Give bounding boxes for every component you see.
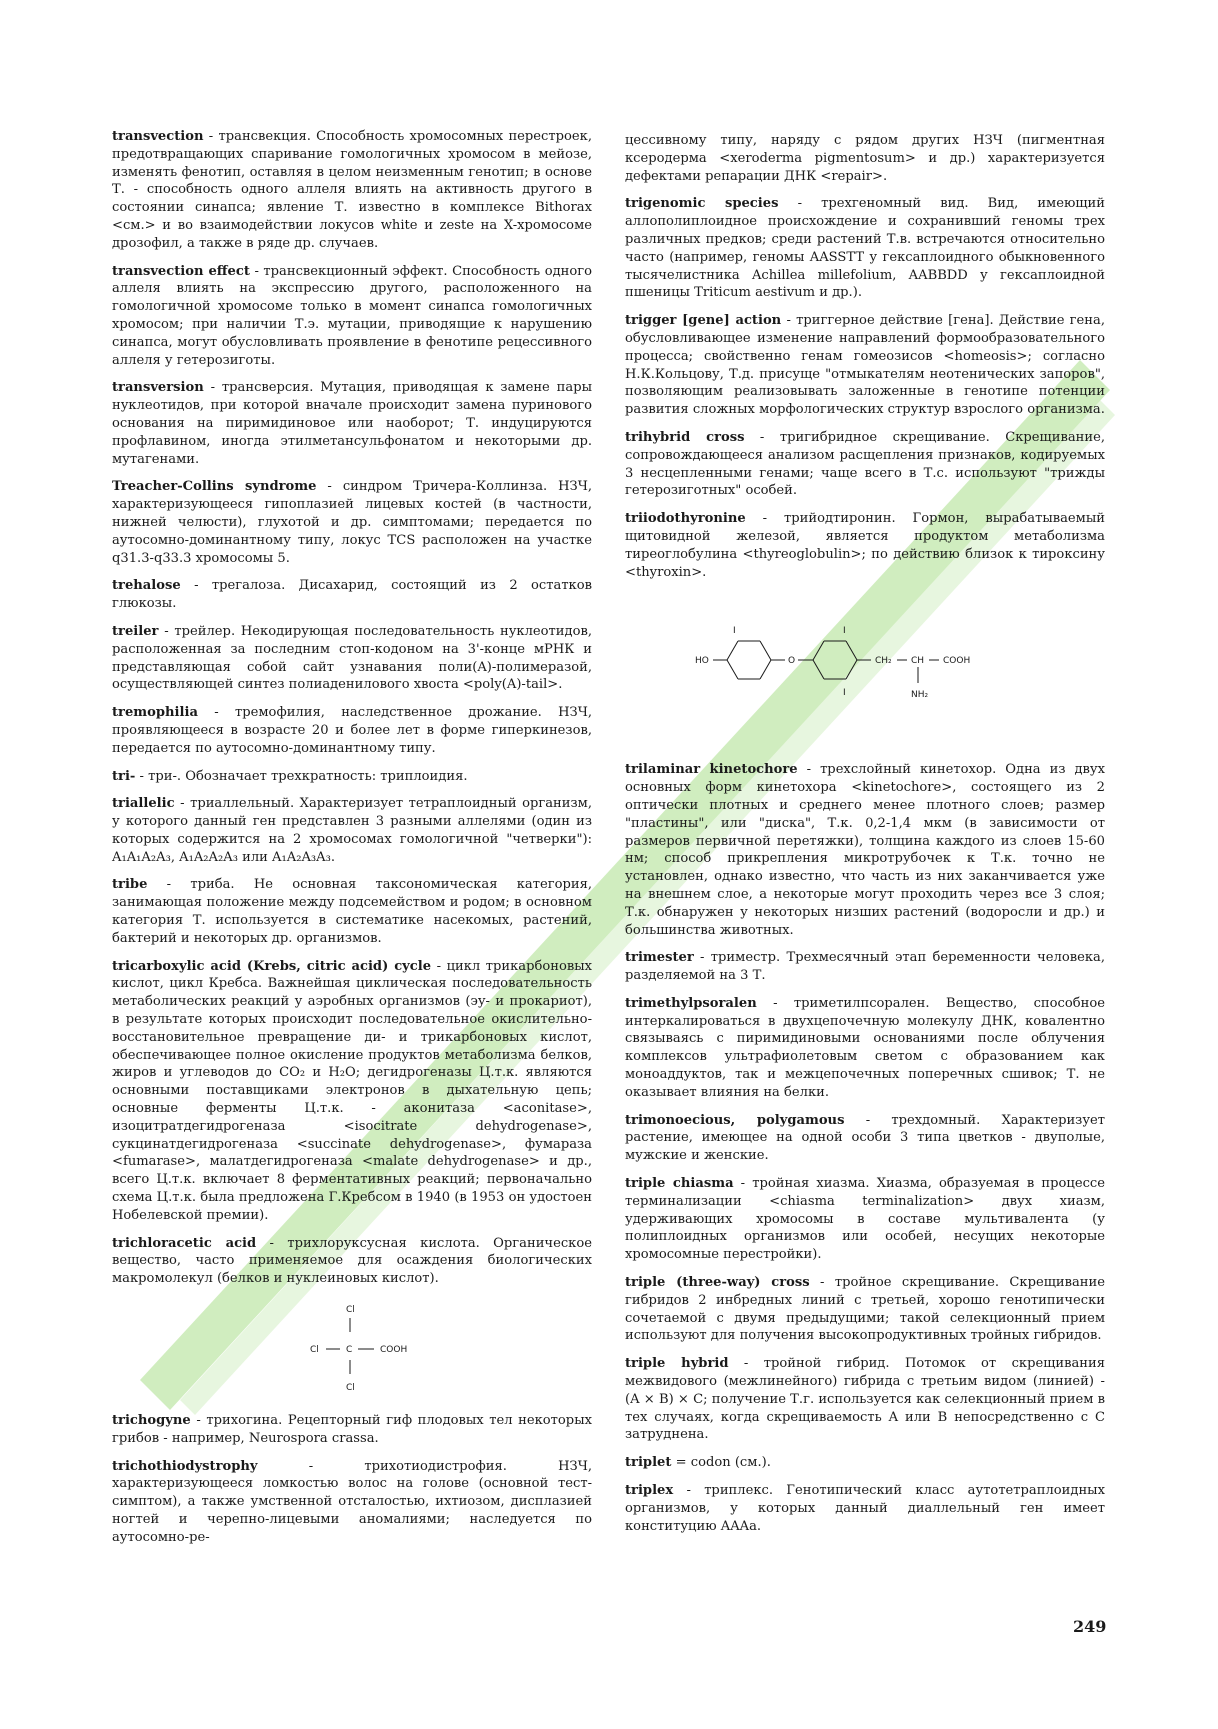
entry-translation: тремофилия, xyxy=(235,705,325,721)
entry-separator: - xyxy=(190,1413,207,1429)
entry-term: trigenomic species xyxy=(625,196,779,212)
entry-term: trimester xyxy=(625,950,694,966)
entry-term: treiler xyxy=(112,623,159,639)
entry-separator: - xyxy=(174,796,191,812)
entry-definition: Генотипический класс аутотетраплоидных организмов, у которых данный диаллельный ген имеет конституцию AAAa. xyxy=(625,1483,1105,1534)
entry-term: transversion xyxy=(112,380,204,396)
entry-translation: тригибридное скрещивание. xyxy=(779,429,990,445)
entry-translation: триместр. xyxy=(710,950,781,966)
dictionary-entry xyxy=(625,1112,1105,1165)
entry-separator: - xyxy=(203,129,219,144)
entry-definition: Действие гена, обусловливающее изменение направлений формообразовательного процесса; свойственно генам гомеозисов <homeosis>; согласно Н.К.Кольцову, Т.д. присуще "отмыкателям неотенических запоров", позволяющим реализовывать заложенные в генотипе потенции развития сложных морфологических структур взрослого организма. xyxy=(625,313,1105,418)
entry-definition: Вещество, способное интеркалироваться в двухцепочечную молекулу ДНК, ковалентно связываясь с пиримидиновыми основаниями после облучения комплексов ультрафиолетовым светом с образованием как моноаддуктов, так и межцепочечных поперечных сшивок; Т. не оказывает влияния на белки. xyxy=(625,995,1106,1100)
entry-definition: Характеризует растение, имеющее на одной особи 3 типа цветков - двуполые, мужские и женские. xyxy=(625,1112,1106,1164)
ring-bond xyxy=(846,660,857,679)
entry-term: trimonoecious, polygamous xyxy=(625,1112,845,1128)
entry-definition: Мутация, приводящая к замене пары нуклеотидов, при которой вначале происходит замена пуринового основания на пиримидиновое или наоборот; Т. индуцируются профлавином, иногда этилметансульфонатом и некоторыми др. мутагенами. xyxy=(112,380,592,467)
entry-translation: трихогина. xyxy=(206,1413,283,1429)
entry-separator: - xyxy=(135,768,149,784)
entry-definition: цессивному типу, наряду с рядом других НЗЧ (пигментная ксеродерма <xeroderma pigmentosum> и др.) характеризуется дефектами репарации ДНК <repair>. xyxy=(625,133,1105,184)
dictionary-entry xyxy=(625,510,1105,581)
carboxyl-label: COOH xyxy=(380,1345,408,1356)
entry-definition: (см.). xyxy=(730,1455,771,1471)
dictionary-entry xyxy=(625,312,1105,419)
entry-translation: триметилпсорален. xyxy=(793,995,930,1011)
methylene-label: CH₂ xyxy=(875,656,892,667)
entry-translation: трегалоза. xyxy=(211,578,286,594)
trichloracetic-acid-formula xyxy=(112,1298,592,1398)
entry-separator: - xyxy=(728,1356,764,1372)
entry-separator: - xyxy=(778,196,822,212)
entry-separator: = xyxy=(671,1455,691,1471)
right-column xyxy=(625,132,1105,1545)
entry-term: tribe xyxy=(112,877,148,893)
entry-definition: Дисахарид, состоящий из 2 остатков глюкозы. xyxy=(112,578,592,612)
entry-definition: Скрещивание, сопровождающееся анализом расщепления признаков, кодируемых 3 несцепленными генами; чаще всего в Т.с. используют "трижды гетерозиготных" особей. xyxy=(625,429,1105,499)
chlorine-label: Cl xyxy=(346,1383,355,1394)
entry-term: trimethylpsoralen xyxy=(625,995,757,1011)
entry-term: triple (three-way) cross xyxy=(625,1275,810,1291)
entry-translation: три-. xyxy=(148,768,182,784)
entry-translation: тройная хиазма. xyxy=(752,1176,870,1192)
entry-translation: codon xyxy=(690,1455,731,1471)
entry-definition: Гормон, вырабатываемый щитовидной железой, является продуктом метаболизма тиреоглобулина <thyreoglobulin>; по действию близок к тироксину <thyroxin>. xyxy=(625,511,1105,580)
entry-separator: - xyxy=(781,313,797,329)
dictionary-entry xyxy=(112,958,592,1225)
entry-definition: Не основная таксономическая категория, занимающая положение между подсемейством и родом; в основном категория Т. используется в систематике насекомых, растений, бактерий и некоторых др. организмов. xyxy=(112,877,593,946)
entry-translation: триба. xyxy=(190,877,235,893)
dictionary-entry xyxy=(625,949,1105,985)
entry-term: tricarboxylic acid (Krebs, citric acid) cycle xyxy=(112,958,432,974)
entry-separator: - xyxy=(180,578,212,594)
dictionary-entry xyxy=(112,128,592,253)
entry-translation: трийодтиронин. xyxy=(784,511,896,527)
dictionary-entry xyxy=(625,1175,1105,1264)
trichloracetic-acid-structure xyxy=(252,1298,452,1398)
entry-term: trichogyne xyxy=(112,1413,191,1429)
dictionary-entry xyxy=(625,761,1105,939)
entry-term: triplex xyxy=(625,1483,674,1499)
entry-term: trigger [gene] action xyxy=(625,313,782,329)
entry-term: triiodothyronine xyxy=(625,511,746,527)
ring-bond xyxy=(760,641,771,660)
amino-label: NH₂ xyxy=(911,690,929,701)
hydroxyl-label: HO xyxy=(695,656,709,667)
entry-definition: Обозначает трехкратность: триплоидия. xyxy=(181,768,468,784)
ring-bond xyxy=(846,641,857,660)
ring-bond xyxy=(727,660,738,679)
entry-translation: цикл трикарбоновых кислот, цикл Кребса. xyxy=(112,958,593,992)
entry-translation: триплекс. xyxy=(704,1483,774,1499)
entry-separator: - xyxy=(844,1112,892,1128)
entry-definition: Трехмесячный этап беременности человека, разделяемой на 3 Т. xyxy=(625,950,1105,984)
entry-definition: Важнейшая циклическая последовательность метаболических реакций у аэробных организмов (эу- и прокариот), в результате которых происходит последовательное окислительно-восстановительное превращение ди- и трикарбоновых кислот, обеспечивающее полное окисление продуктов метаболизма белков, жиров и углеводов до CO₂ и H₂O; дегидрогеназы Ц.т.к. являются основными поставщиками электронов в дыхательную цепь; основные ферменты Ц.т.к. - аконитаза <aconitase>, изоцитратдегидрогеназа <isocitrate dehydrogenase>, сукцинатдегидрогеназа <succinate dehydrogenase>, фумараза <fumarase>, малатдегидрогеназа <malate dehydrogenase> и др., всего Ц.т.к. включает 8 ферментативных реакций; первоначально схема Ц.т.к. была предложена Г.Кребсом в 1940 (в 1953 он удостоен Нобелевской премии). xyxy=(112,976,593,1223)
entry-translation: трансвекционный эффект. xyxy=(263,263,448,279)
triiodothyronine-formula xyxy=(625,621,1105,711)
entry-term: trehalose xyxy=(112,578,181,594)
entry-translation: трехслойный кинетохор. xyxy=(820,762,997,778)
entry-translation: триггерное действие [гена]. xyxy=(796,313,994,329)
entry-separator: - xyxy=(733,1176,753,1192)
dictionary-entry xyxy=(112,263,592,370)
dictionary-entry xyxy=(625,1274,1105,1345)
carbon-label: C xyxy=(346,1345,353,1356)
entry-definition: Вид, имеющий аллополиплоидное происхождение и сохранивший геномы трех различных предков; среди растений Т.в. встречаются относительно часто (например, геномы AASSTT у гексаплоидного обыкновенного тысячелистника Achillea millefolium, AABBDD у гексаплоидной пшеницы Triticum aestivum и др.). xyxy=(625,196,1106,301)
chlorine-label: Cl xyxy=(346,1305,355,1316)
dictionary-entry xyxy=(112,623,592,694)
entry-translation: трансверсия. xyxy=(221,380,314,396)
left-column xyxy=(112,128,592,1557)
entry-translation: трихлоруксусная кислота. xyxy=(287,1235,480,1251)
entry-definition: Хиазма, образуемая в процессе терминализации <chiasma terminalization> двух хиазм, удерживающих хромосомы в составе мультивалента (у полиплоидных организмов или особей, несущих некоторые хромосомные перестройки). xyxy=(625,1176,1105,1263)
iodine-label: I xyxy=(733,626,736,637)
dictionary-entry xyxy=(625,195,1105,302)
entry-separator: - xyxy=(797,762,821,778)
entry-separator: - xyxy=(158,623,175,639)
entry-term: triple chiasma xyxy=(625,1176,734,1192)
entry-definition: Органическое вещество, часто применяемое для осаждения биологических макромолекул (белков и нуклеиновых кислот). xyxy=(112,1235,592,1287)
entry-separator: - xyxy=(745,511,784,527)
entry-translation: тройное скрещивание. xyxy=(834,1275,999,1291)
dictionary-entry xyxy=(112,379,592,468)
dictionary-entry xyxy=(625,1482,1105,1535)
entry-separator: - xyxy=(257,1458,365,1474)
entry-definition: Характеризует тетраплоидный организм, у которого данный ген представлен 3 разными аллелями (один из которых содержится на 2 хромосомах гомологичной "четверки"): A₁A₁A₂A₃, A₁A₂A₂A₃ или A₁A₂A₃A₃. xyxy=(112,796,592,865)
entry-translation: трихотиодистрофия. xyxy=(364,1458,507,1474)
entry-term: transvection effect xyxy=(112,263,250,279)
dictionary-entry xyxy=(625,1454,1105,1472)
entry-term: triplet xyxy=(625,1455,672,1471)
entry-definition: НЗЧ, характеризующееся гипоплазией лицевых костей (в частности, нижней челюсти), глухотой и др. симптомами; передается по аутосомно-доминантному типу, локус TCS расположен на участке q31.3-q33.3 хромосомы 5. xyxy=(112,479,592,566)
entry-separator: - xyxy=(249,263,264,279)
ring-bond xyxy=(813,641,824,660)
entry-separator: - xyxy=(147,877,191,893)
dictionary-entry xyxy=(625,429,1105,500)
dictionary-entry xyxy=(112,1412,592,1448)
dictionary-entry xyxy=(112,768,592,786)
ring-bond xyxy=(813,660,824,679)
entry-term: trichothiodystrophy xyxy=(112,1458,258,1474)
dictionary-entry xyxy=(112,1458,592,1547)
entry-separator: - xyxy=(431,958,447,974)
entry-separator: - xyxy=(197,705,235,721)
entry-definition: Способность хромосомных перестроек, предотвращающих спаривание гомологичных хромосом в мейозе, изменять фенотип, оставляя в целом неизменным генотип; в основе Т. - способность одного аллеля влиять на активность другого в состоянии синапса; явление Т. известно в комплексе Bithorax <см.> и во взаимодействии локусов white и zeste на X-хромосоме дрозофил, а также в ряде др. случаев. xyxy=(112,129,592,251)
iodine-label: I xyxy=(843,626,846,637)
entry-separator: - xyxy=(673,1483,705,1499)
entry-definition: НЗЧ, характеризующееся ломкостью волос на голове (основной тест-симптом), а также умственной отсталостью, ихтиозом, дисплазией ногтей и черепно-лицевыми аномалиями; наследуется по аутосомно-ре- xyxy=(112,1458,593,1545)
methine-label: CH xyxy=(911,656,925,667)
entry-term: trilaminar kinetochore xyxy=(625,762,798,778)
entry-definition: Некодирующая последовательность нуклеотидов, расположенная за последним стоп-кодоном на 3'-конце мРНК и представляющая собой сайт узнавания поли(A)-полимеразой, осуществляющей синтез полиаденилового хвоста <poly(A)-tail>. xyxy=(112,623,592,693)
entry-term: triple hybrid xyxy=(625,1356,729,1372)
dictionary-entry xyxy=(625,995,1105,1102)
oxygen-label: O xyxy=(788,656,796,667)
entry-translation: трехгеномный вид. xyxy=(821,196,969,212)
entry-separator: - xyxy=(756,995,794,1011)
entry-definition: Способность одного аллеля влиять на экспрессию другого, расположенного на гомологичной хромосоме только в момент синапса гомологичных хромосом; при наличии Т.э. мутации, приводящие к нарушению синапса, могут обусловливать проявление в фенотипе рецессивного аллеля у гетерозиготы. xyxy=(112,263,593,368)
carboxyl-label: COOH xyxy=(943,656,971,667)
triiodothyronine-structure xyxy=(685,621,1045,711)
entry-term: Treacher-Collins syndrome xyxy=(112,479,317,495)
entry-separator: - xyxy=(203,380,222,396)
entry-translation: трехдомный. xyxy=(891,1112,981,1128)
entry-translation: синдром Тричера-Коллинза. xyxy=(342,479,548,495)
page-number: 249 xyxy=(1073,1617,1107,1636)
dictionary-entry xyxy=(112,478,592,567)
entry-term: triallelic xyxy=(112,796,175,812)
entry-separator: - xyxy=(809,1275,835,1291)
ring-bond xyxy=(727,641,738,660)
entry-definition: Скрещивание гибридов 2 инбредных линий с третьей, хорошо генотипически сочетаемой с двумя предыдущими; такой селекционный прием используют для получения высокопродуктивных тройных гибридов. xyxy=(625,1275,1105,1344)
entry-definition: Одна из двух основных форм кинетохора <kinetochore>, состоящего из 2 оптически плотных и среднего менее плотного слоев; размер "пластины", или "диска", Т.к. 0,2-1,4 мкм (в зависимости от размеров первичной перетяжки), толщина каждого из слоев 15-60 нм; способ прикрепления микротрубочек к Т.к. точно не установлен, однако известно, что часть из них заканчивается уже на внешнем слое, а некоторые могут проходить через все 3 слоя; Т.к. обнаружен у некоторых низших растений (водоросли и др.) и большинства животных. xyxy=(625,762,1105,938)
entry-separator: - xyxy=(744,429,780,445)
entry-translation: трансвекция. xyxy=(218,129,311,144)
entry-definition: Потомок от скрещивания межвидового (межлинейного) гибрида с третьим видом (линией) - (A × B) × C; получение Т.г. используется как селекционный прием в тех случаях, когда скрещиваемость A или B непосредственно с C затруднена. xyxy=(625,1356,1106,1443)
entry-definition: наследственное дрожание. НЗЧ, проявляющееся в возрасте 20 и более лет в форме гиперкинезов, передается по аутосомно-доминантному типу. xyxy=(112,705,592,756)
iodine-label: I xyxy=(843,688,846,699)
entry-term: tremophilia xyxy=(112,705,198,721)
entry-term: trichloracetic acid xyxy=(112,1235,257,1251)
chlorine-label: Cl xyxy=(310,1345,319,1356)
dictionary-entry xyxy=(112,577,592,613)
entry-term: tri- xyxy=(112,768,136,784)
entry-definition: Рецепторный гиф плодовых тел некоторых грибов - например, Neurospora crassa. xyxy=(112,1413,592,1446)
entry-translation: трейлер. xyxy=(174,623,236,639)
dictionary-entry xyxy=(112,704,592,757)
entry-separator: - xyxy=(693,950,711,966)
dictionary-entry xyxy=(625,1355,1105,1444)
entry-translation: триаллельный. xyxy=(190,796,295,812)
dictionary-entry xyxy=(112,795,592,866)
entry-separator: - xyxy=(256,1235,288,1251)
dictionary-entry xyxy=(112,1235,592,1288)
entry-term: trihybrid cross xyxy=(625,429,745,445)
dictionary-entry xyxy=(625,132,1105,185)
entry-separator: - xyxy=(316,479,343,495)
dictionary-entry xyxy=(112,876,592,947)
ring-bond xyxy=(760,660,771,679)
entry-term: transvection xyxy=(112,129,204,144)
entry-translation: тройной гибрид. xyxy=(763,1356,890,1372)
